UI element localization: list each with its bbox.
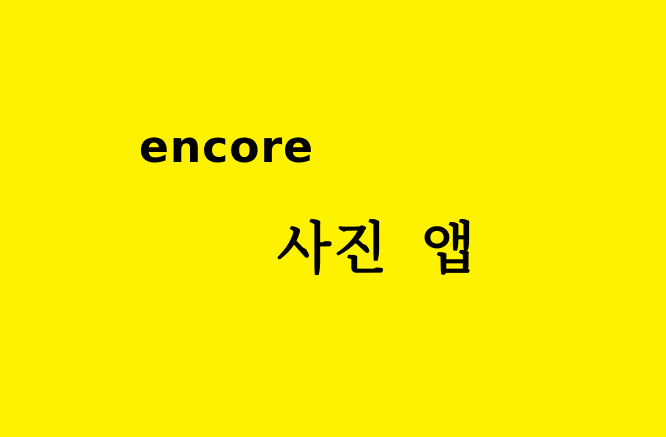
brand-title: encore <box>139 122 315 173</box>
app-subtitle: 사진 앱 <box>277 217 477 282</box>
